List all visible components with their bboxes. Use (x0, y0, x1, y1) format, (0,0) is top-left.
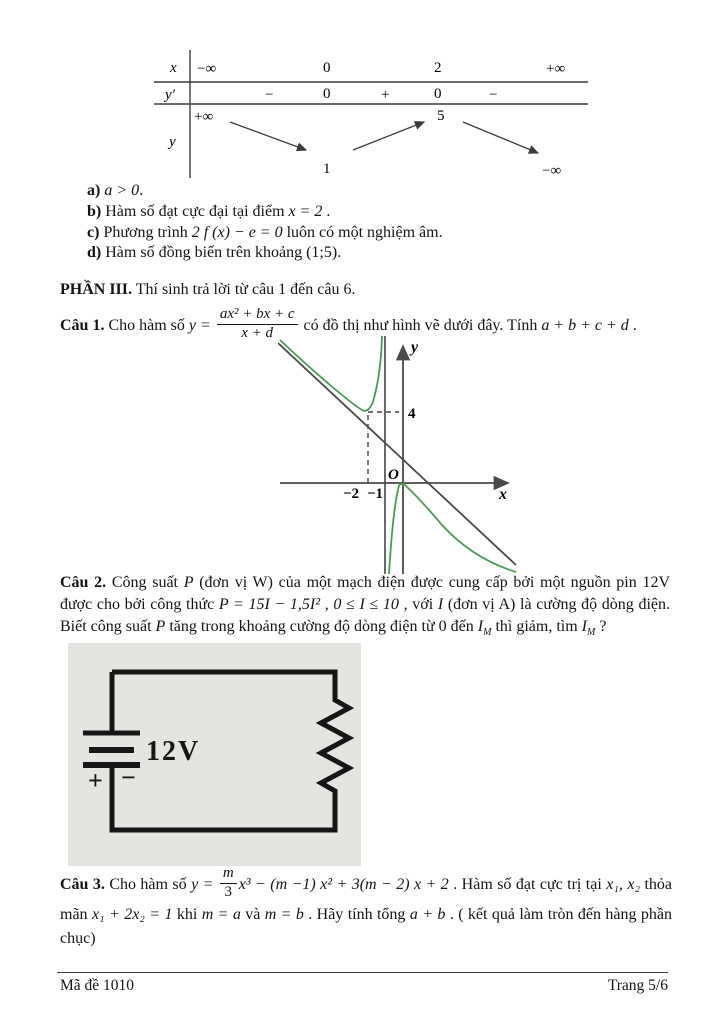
question-2-IM-sub: M (483, 627, 492, 639)
statement-c-text: Phương trình (99, 223, 192, 241)
table-x-posinf: +∞ (546, 61, 566, 77)
statement-a-label: a) (87, 182, 101, 199)
function-graph (278, 336, 518, 574)
question-3-text-6: . Hãy tính tổng (303, 905, 410, 923)
question-1-y-equals: y = (188, 317, 211, 334)
battery-minus-sign: − (121, 763, 136, 792)
circuit-diagram (68, 643, 361, 866)
statement-d (87, 243, 627, 264)
question-1-label: Câu 1. (60, 317, 105, 334)
table-y-max: 5 (437, 108, 445, 124)
table-x-0: 0 (323, 60, 331, 76)
question-2-text-1: Công suất (106, 574, 184, 591)
question-2-text-5: tăng trong khoảng cường độ dòng điện từ (165, 618, 439, 635)
statement-c-label: c) (87, 223, 100, 241)
origin-label: O (388, 467, 399, 483)
question-1-text-2: có đồ thị như hình vẽ dưới đây. Tính (303, 317, 538, 334)
table-arrow-down-2 (463, 122, 538, 153)
question-2-formula: P = 15I − 1,5I² , 0 ≤ I ≤ 10 (218, 596, 399, 613)
question-2-text-6: đến (446, 618, 478, 635)
question-2-IM2-sub: M (586, 627, 596, 639)
statement-a-math: a > 0 (104, 182, 140, 199)
question-3-x1x2: x₁, x₂ (606, 875, 641, 893)
table-x-label: x (170, 60, 177, 76)
question-2 (60, 572, 670, 638)
question-3-text-4: khi (172, 905, 202, 923)
fraction-numerator: ax² + bx + c (217, 307, 298, 325)
question-2-question-mark: ? (595, 618, 607, 635)
table-y-bottomright: −∞ (542, 163, 562, 179)
curve-upper-branch (280, 336, 382, 411)
battery-plus-sign: + (88, 766, 103, 795)
oblique-asymptote (278, 343, 516, 565)
footer-exam-code: Mã đề 1010 (60, 977, 135, 994)
question-2-I: I (437, 596, 444, 613)
table-sign-4: 0 (434, 86, 442, 102)
statement-b (87, 202, 627, 223)
section-heading-text: Thí sinh trả lời từ câu 1 đến câu 6. (132, 281, 356, 298)
question-3-m-equals-b: m = b (264, 905, 304, 923)
statement-list (87, 181, 627, 264)
section-heading (60, 281, 355, 299)
section-heading-label: PHẦN III. (60, 281, 133, 298)
question-3-text-7: . ( kết quả làm tròn đến hàng phần chục) (60, 905, 673, 947)
question-3-fraction-numerator: m (220, 866, 237, 884)
table-yprime-label: y′ (165, 87, 175, 103)
question-3-text-5: và (240, 905, 265, 923)
question-2-text-4: (đơn vị A) là cường độ dòng điện. Biết công suất (60, 596, 671, 635)
question-1-text-1: Cho hàm số (108, 317, 185, 334)
question-3-condition: x₁ + 2x₂ = 1 (91, 905, 173, 923)
question-2-IM2: I (581, 618, 587, 635)
table-y-topleft: +∞ (194, 109, 214, 125)
table-sign-3: + (381, 87, 390, 103)
table-sign-1: − (265, 87, 274, 103)
question-3 (60, 865, 673, 951)
statement-c-math: 2 f (x) − e = 0 (191, 223, 283, 241)
question-2-text-7: thì giảm, tìm (491, 618, 582, 635)
statement-b-math: x = 2 (288, 202, 323, 220)
x-tick-neg1: −1 (367, 486, 384, 502)
battery-voltage-label: 12V (146, 736, 201, 767)
y-tick-4: 4 (408, 406, 416, 422)
table-x-neginf: −∞ (197, 61, 217, 77)
y-axis-label: y (411, 339, 419, 356)
question-3-text-1: Cho hàm số (104, 875, 192, 893)
statement-b-label: b) (87, 202, 102, 220)
question-3-cubic-expression: x³ − (m −1) x² + 3(m − 2) x + 2 (238, 875, 449, 893)
question-2-IM: I (477, 618, 484, 635)
statement-c (87, 223, 627, 244)
statement-d-label: d) (87, 244, 102, 262)
table-arrow-down-1 (230, 122, 306, 150)
statement-b-tail: . (322, 202, 331, 220)
question-3-fraction (218, 866, 239, 901)
statement-a-tail: . (139, 182, 144, 199)
question-3-fraction-denominator: 3 (224, 883, 233, 900)
curve-lower-branch (389, 484, 516, 574)
question-3-y-equals: y = (191, 875, 214, 893)
table-sign-2: 0 (323, 86, 331, 102)
table-y-label: y (169, 134, 176, 150)
question-3-label: Câu 3. (60, 875, 105, 893)
question-2-P2: P (155, 618, 166, 635)
x-axis-label: x (499, 486, 507, 503)
statement-b-text: Hàm số đạt cực đại tại điểm (101, 202, 289, 220)
table-sign-5: − (489, 87, 498, 103)
question-3-m-equals-a: m = a (201, 905, 241, 923)
question-2-text-2: (đơn vị W) của một mạch điện được cung cấp bởi một nguồn pin 12V được cho bởi công thức (60, 574, 671, 613)
statement-d-math: (1;5) (306, 244, 338, 262)
x-tick-neg2: −2 (343, 486, 360, 502)
question-2-zero: 0 (438, 618, 447, 635)
table-x-2: 2 (434, 60, 442, 76)
table-arrow-up (353, 122, 424, 150)
footer-page-number: Trang 5/6 (607, 977, 668, 994)
statement-d-text: Hàm số đồng biến trên khoảng (101, 244, 307, 262)
question-2-label: Câu 2. (60, 574, 107, 591)
variation-table (150, 48, 592, 180)
question-1-sum-expression: a + b + c + d (541, 317, 629, 334)
table-y-min: 1 (323, 161, 331, 177)
statement-a (87, 181, 627, 202)
footer-divider (57, 972, 668, 973)
question-2-text-3: , với (398, 596, 438, 613)
question-1-tail: . (632, 317, 637, 334)
fraction-denominator: x + d (241, 324, 274, 341)
question-3-a-plus-b: a + b (409, 905, 446, 923)
statement-c-tail: luôn có một nghiệm âm. (282, 223, 443, 241)
question-3-text-3: thỏa mãn (60, 875, 672, 923)
statement-d-tail: . (337, 244, 342, 262)
question-2-P: P (183, 574, 194, 591)
question-3-text-2: . Hàm số đạt cực trị tại (448, 875, 607, 893)
